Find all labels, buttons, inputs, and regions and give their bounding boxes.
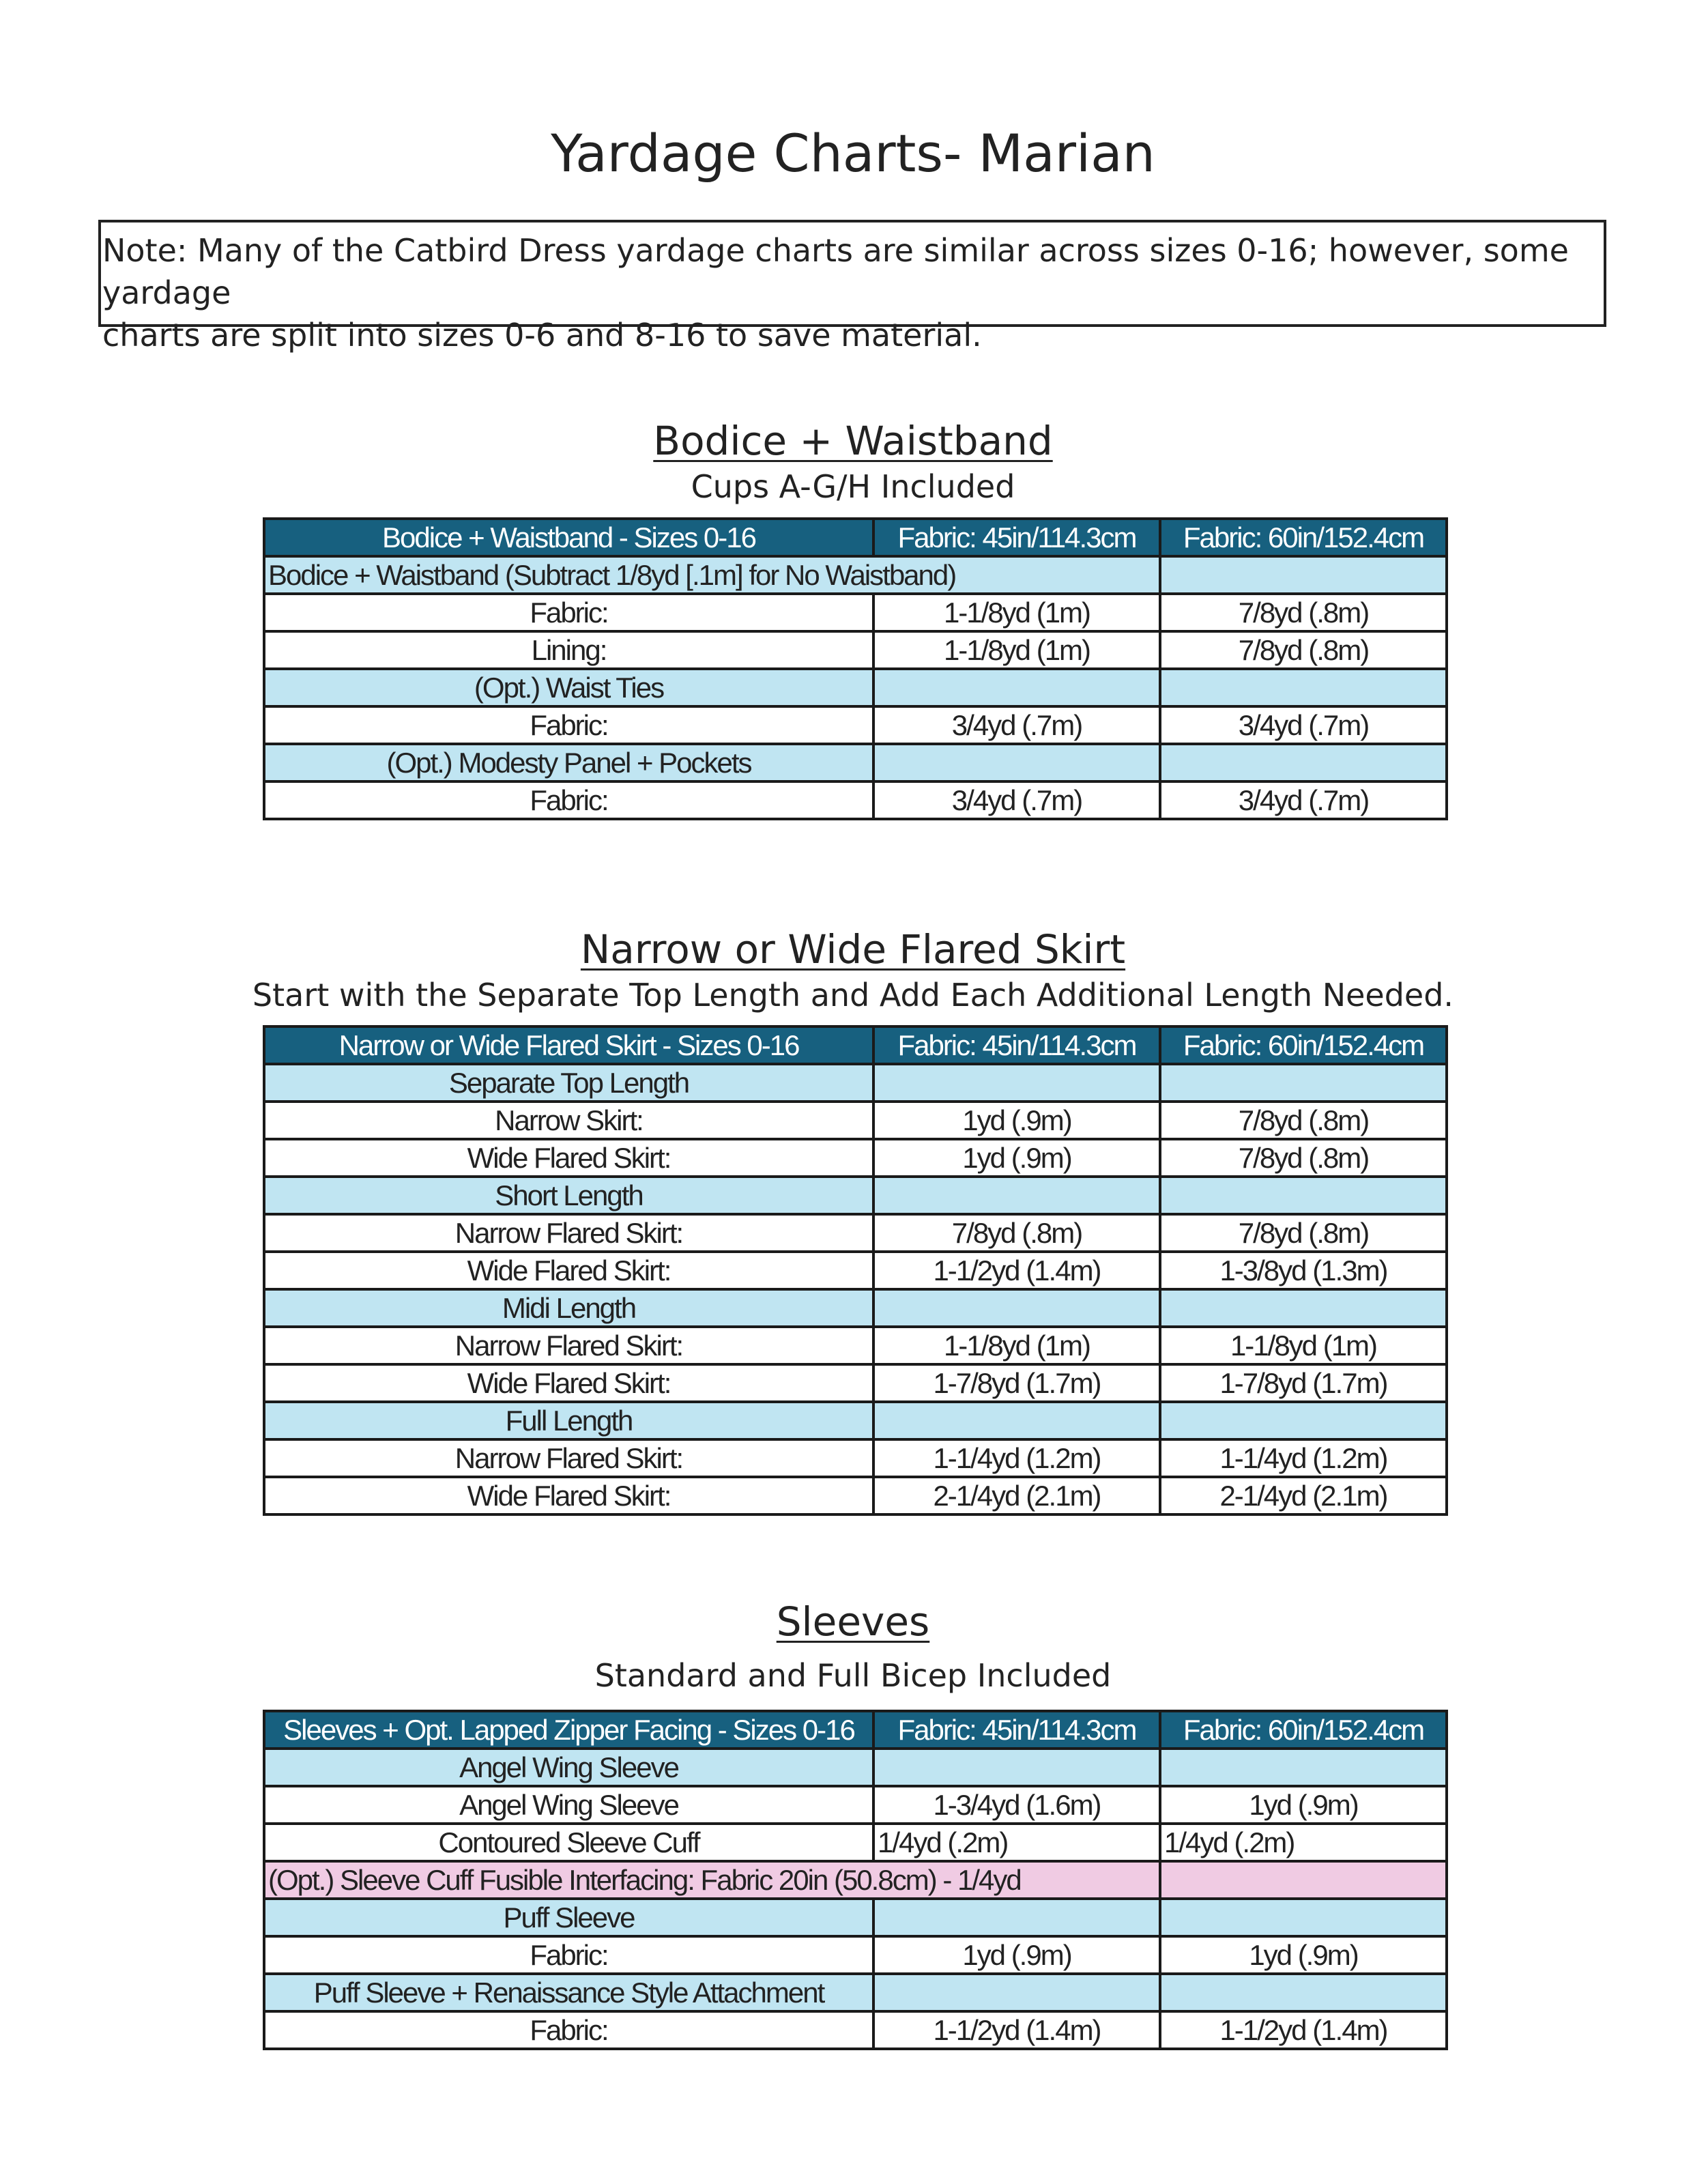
- row-label: Fabric:: [264, 706, 873, 744]
- fabric-45-value: 1-3/4yd (1.6m): [873, 1786, 1160, 1824]
- row-label: Short Length: [264, 1177, 873, 1214]
- fabric-60-value: 1-1/2yd (1.4m): [1160, 2011, 1447, 2049]
- fabric-60-value: 7/8yd (.8m): [1160, 1214, 1447, 1252]
- fabric-60-value: 1/4yd (.2m): [1160, 1824, 1447, 1861]
- fabric-60-value: [1160, 744, 1447, 781]
- table-row: [264, 1139, 1447, 1177]
- header-cell: Bodice + Waistband - Sizes 0-16: [264, 519, 873, 556]
- fabric-45-value: [873, 1899, 1160, 1936]
- table-row: [264, 1439, 1447, 1477]
- fabric-60-value: 1-1/8yd (1m): [1160, 1327, 1447, 1364]
- table-row: [264, 1214, 1447, 1252]
- table-row: [264, 1327, 1447, 1364]
- fabric-45-value: 7/8yd (.8m): [873, 1214, 1160, 1252]
- fabric-45-value: 3/4yd (.7m): [873, 706, 1160, 744]
- row-label: Bodice + Waistband (Subtract 1/8yd [.1m] for No Waistband): [264, 556, 1160, 594]
- category-row: [264, 669, 1447, 706]
- row-label: Fabric:: [264, 781, 873, 819]
- table-row: [264, 594, 1447, 631]
- fabric-60-value: 1-1/4yd (1.2m): [1160, 1439, 1447, 1477]
- fabric-60-value: 1-3/8yd (1.3m): [1160, 1252, 1447, 1289]
- row-label: Angel Wing Sleeve: [264, 1786, 873, 1824]
- fabric-60-value: [1160, 1899, 1447, 1936]
- table-header-row: [264, 1711, 1447, 1749]
- fabric-60-value: [1160, 1177, 1447, 1214]
- table-row: [264, 1102, 1447, 1139]
- row-label: Full Length: [264, 1402, 873, 1439]
- fabric-60-value: [1160, 1289, 1447, 1327]
- row-label: Angel Wing Sleeve: [264, 1749, 873, 1786]
- row-label: Wide Flared Skirt:: [264, 1252, 873, 1289]
- fabric-45-value: 2-1/4yd (2.1m): [873, 1477, 1160, 1514]
- fabric-60-value: [1160, 556, 1447, 594]
- table-row: [264, 781, 1447, 819]
- category-row: [264, 744, 1447, 781]
- row-label: Wide Flared Skirt:: [264, 1139, 873, 1177]
- fabric-60-value: 1yd (.9m): [1160, 1936, 1447, 1974]
- fabric-45-value: [873, 1289, 1160, 1327]
- fabric-45-value: 1-1/4yd (1.2m): [873, 1439, 1160, 1477]
- fabric-60-value: 3/4yd (.7m): [1160, 781, 1447, 819]
- table-row: [264, 1477, 1447, 1514]
- fabric-45-value: [873, 1402, 1160, 1439]
- fabric-60-value: [1160, 1402, 1447, 1439]
- bodice-yardage-table: [263, 517, 1448, 820]
- fabric-45-value: [873, 744, 1160, 781]
- table-row: [264, 631, 1447, 669]
- sleeves-yardage-table: [263, 1710, 1448, 2050]
- header-cell: Fabric: 45in/114.3cm: [873, 1026, 1160, 1064]
- fabric-45-value: 1-1/8yd (1m): [873, 1327, 1160, 1364]
- row-label: Wide Flared Skirt:: [264, 1364, 873, 1402]
- row-label: Lining:: [264, 631, 873, 669]
- fabric-60-value: [1160, 1749, 1447, 1786]
- category-row: [264, 1177, 1447, 1214]
- table-row: [264, 706, 1447, 744]
- fabric-45-value: [873, 1749, 1160, 1786]
- interfacing-row: [264, 1861, 1447, 1899]
- fabric-45-value: [873, 669, 1160, 706]
- row-label: (Opt.) Waist Ties: [264, 669, 873, 706]
- table-row: [264, 1364, 1447, 1402]
- table-header-row: [264, 1026, 1447, 1064]
- section-heading-bodice: Bodice + Waistband: [653, 418, 1053, 464]
- row-label: Wide Flared Skirt:: [264, 1477, 873, 1514]
- header-cell: Narrow or Wide Flared Skirt - Sizes 0-16: [264, 1026, 873, 1064]
- fabric-60-value: [1160, 669, 1447, 706]
- fabric-45-value: 1-1/8yd (1m): [873, 594, 1160, 631]
- fabric-60-value: 7/8yd (.8m): [1160, 631, 1447, 669]
- header-cell: Fabric: 60in/152.4cm: [1160, 519, 1447, 556]
- row-label: Separate Top Length: [264, 1064, 873, 1102]
- fabric-45-value: 1yd (.9m): [873, 1139, 1160, 1177]
- row-label: Fabric:: [264, 1936, 873, 1974]
- row-label: Contoured Sleeve Cuff: [264, 1824, 873, 1861]
- row-label: Narrow Skirt:: [264, 1102, 873, 1139]
- fabric-60-value: 3/4yd (.7m): [1160, 706, 1447, 744]
- fabric-60-value: 7/8yd (.8m): [1160, 1102, 1447, 1139]
- fabric-45-value: 1/4yd (.2m): [873, 1824, 1160, 1861]
- row-label: Narrow Flared Skirt:: [264, 1327, 873, 1364]
- category-row: [264, 1749, 1447, 1786]
- category-row: [264, 1974, 1447, 2011]
- row-label: (Opt.) Modesty Panel + Pockets: [264, 744, 873, 781]
- fabric-60-value: 1yd (.9m): [1160, 1786, 1447, 1824]
- page-title: Yardage Charts- Marian: [551, 123, 1155, 184]
- table-row: [264, 1252, 1447, 1289]
- section-subheading-sleeves: Standard and Full Bicep Included: [594, 1657, 1112, 1694]
- header-cell: Fabric: 45in/114.3cm: [873, 519, 1160, 556]
- category-row: [264, 1064, 1447, 1102]
- category-row: [264, 1402, 1447, 1439]
- fabric-45-value: [873, 1974, 1160, 2011]
- row-label: Fabric:: [264, 2011, 873, 2049]
- fabric-45-value: [873, 1064, 1160, 1102]
- table-row: [264, 2011, 1447, 2049]
- fabric-60-value: [1160, 1064, 1447, 1102]
- row-label: Narrow Flared Skirt:: [264, 1214, 873, 1252]
- header-cell: Fabric: 45in/114.3cm: [873, 1711, 1160, 1749]
- section-heading-skirt: Narrow or Wide Flared Skirt: [580, 926, 1126, 973]
- section-subheading-bodice: Cups A-G/H Included: [691, 468, 1015, 505]
- table-row: [264, 1936, 1447, 1974]
- fabric-45-value: 1-1/2yd (1.4m): [873, 1252, 1160, 1289]
- category-row: [264, 556, 1447, 594]
- skirt-yardage-table: [263, 1025, 1448, 1516]
- fabric-60-value: 2-1/4yd (2.1m): [1160, 1477, 1447, 1514]
- header-cell: Fabric: 60in/152.4cm: [1160, 1026, 1447, 1064]
- row-label: Narrow Flared Skirt:: [264, 1439, 873, 1477]
- row-label: Puff Sleeve + Renaissance Style Attachment: [264, 1974, 873, 2011]
- fabric-60-value: [1160, 1974, 1447, 2011]
- header-cell: Fabric: 60in/152.4cm: [1160, 1711, 1447, 1749]
- table-row: [264, 1824, 1447, 1861]
- section-subheading-skirt: Start with the Separate Top Length and Add Each Additional Length Needed.: [252, 977, 1454, 1014]
- category-row: [264, 1289, 1447, 1327]
- fabric-60-value: 7/8yd (.8m): [1160, 594, 1447, 631]
- fabric-45-value: [873, 1177, 1160, 1214]
- row-label: Puff Sleeve: [264, 1899, 873, 1936]
- row-label: Fabric:: [264, 594, 873, 631]
- fabric-60-value: [1160, 1861, 1447, 1899]
- row-label: Midi Length: [264, 1289, 873, 1327]
- fabric-45-value: 1-7/8yd (1.7m): [873, 1364, 1160, 1402]
- note-box: Note: Many of the Catbird Dress yardage charts are similar across sizes 0-16; however, some yardage charts are split into sizes 0-6 and 8-16 to save material.: [98, 220, 1606, 327]
- fabric-45-value: 1-1/8yd (1m): [873, 631, 1160, 669]
- table-header-row: [264, 519, 1447, 556]
- category-row: [264, 1899, 1447, 1936]
- fabric-45-value: 3/4yd (.7m): [873, 781, 1160, 819]
- header-cell: Sleeves + Opt. Lapped Zipper Facing - Sizes 0-16: [264, 1711, 873, 1749]
- fabric-45-value: 1yd (.9m): [873, 1102, 1160, 1139]
- section-heading-sleeves: Sleeves: [776, 1598, 930, 1645]
- fabric-60-value: 1-7/8yd (1.7m): [1160, 1364, 1447, 1402]
- fabric-45-value: 1yd (.9m): [873, 1936, 1160, 1974]
- table-row: [264, 1786, 1447, 1824]
- fabric-45-value: 1-1/2yd (1.4m): [873, 2011, 1160, 2049]
- fabric-60-value: 7/8yd (.8m): [1160, 1139, 1447, 1177]
- row-label: (Opt.) Sleeve Cuff Fusible Interfacing: Fabric 20in (50.8cm) - 1/4yd: [264, 1861, 1160, 1899]
